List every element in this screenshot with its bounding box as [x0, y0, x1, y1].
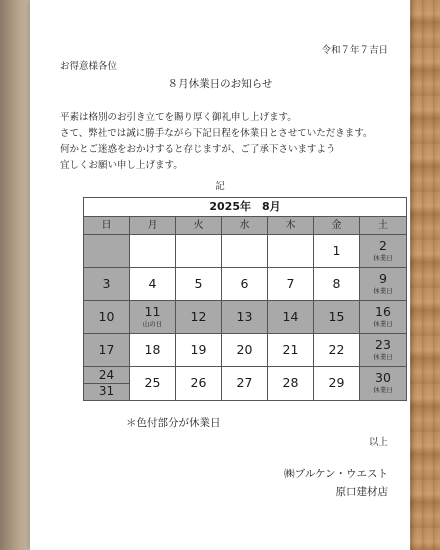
day-number: 27 [236, 375, 253, 390]
weekday-header: 土 [360, 217, 406, 235]
calendar-day-holiday [314, 301, 360, 334]
calendar-day-holiday [130, 301, 176, 334]
day-number [84, 235, 129, 243]
calendar-month-label: 2025年 8月 [84, 198, 406, 217]
calendar-day [268, 235, 314, 268]
calendar-day-holiday [222, 301, 268, 334]
day-number: 8 [332, 276, 341, 291]
day-number: 14 [282, 309, 299, 324]
day-number: 15 [328, 309, 345, 324]
calendar-grid [84, 217, 406, 400]
day-number: 9 [379, 271, 387, 286]
calendar-day [222, 334, 268, 367]
calendar-day [176, 235, 222, 268]
day-note: 山の日 [142, 320, 163, 328]
calendar-day-holiday [360, 268, 406, 301]
day-number: 1 [332, 243, 341, 258]
day-number [222, 235, 267, 243]
calendar-day-holiday [360, 301, 406, 334]
day-number: 26 [190, 375, 207, 390]
calendar-day [268, 334, 314, 367]
branch-name: 原口建材店 [335, 486, 388, 498]
calendar-day-holiday [360, 367, 406, 400]
company-name: ㈱ブルケン・ウエスト [284, 468, 388, 480]
calendar-day [176, 367, 222, 400]
calendar-day [268, 268, 314, 301]
day-number: 23 [375, 337, 391, 352]
calendar-day [314, 367, 360, 400]
day-number: 20 [236, 342, 253, 357]
day-number: 29 [328, 375, 345, 390]
day-number: 21 [282, 342, 299, 357]
calendar-day [314, 235, 360, 268]
day-number: 24 [84, 367, 129, 384]
day-note: 休業日 [373, 287, 393, 295]
body-line: 平素は格別のお引き立てを賜り厚く御礼申し上げます。 [60, 112, 297, 123]
calendar-day [130, 235, 176, 268]
calendar-day [222, 235, 268, 268]
calendar-day [314, 268, 360, 301]
weekday-header: 金 [314, 217, 360, 235]
calendar-day-holiday [84, 301, 130, 334]
day-number: 18 [144, 342, 161, 357]
day-number [268, 235, 313, 243]
day-number: 11 [144, 304, 161, 319]
day-number: 22 [328, 342, 345, 357]
calendar-day [222, 268, 268, 301]
day-number: 19 [190, 342, 207, 357]
notice-title: ８月休業日のお知らせ [167, 78, 273, 90]
day-number: 3 [102, 276, 111, 291]
weekday-header: 水 [222, 217, 268, 235]
weekday-header: 月 [130, 217, 176, 235]
day-number: 4 [148, 276, 157, 291]
day-note: 休業日 [373, 386, 393, 394]
day-number: 13 [236, 309, 253, 324]
day-number: 28 [282, 375, 299, 390]
body-line: 何かとご迷惑をおかけすると存じますが、ご了承下さいますよう [60, 144, 336, 155]
calendar-day [314, 334, 360, 367]
weekday-header: 火 [176, 217, 222, 235]
body-line: さて、弊社では誠に勝手ながら下記日程を休業日とさせていただきます。 [60, 128, 373, 139]
calendar-day [130, 367, 176, 400]
body-line: 宜しくお願い申し上げます。 [60, 160, 183, 171]
calendar-day-holiday [268, 301, 314, 334]
addressee: お得意様各位 [60, 61, 118, 72]
notice-date: 令和７年７吉日 [321, 45, 388, 56]
calendar-day-holiday [360, 334, 406, 367]
calendar-day [268, 367, 314, 400]
calendar-day-holiday [84, 367, 130, 400]
calendar-day [176, 268, 222, 301]
closing-mark: 以上 [368, 437, 388, 448]
day-note: 休業日 [373, 254, 393, 262]
weekday-header: 日 [84, 217, 130, 235]
calendar-day [222, 367, 268, 400]
day-number: 5 [194, 276, 203, 291]
day-note: 休業日 [373, 320, 393, 328]
notice-paper [30, 0, 410, 550]
day-note: 休業日 [373, 353, 393, 361]
day-number: 6 [240, 276, 249, 291]
day-number: 7 [286, 276, 295, 291]
calendar-day-holiday [84, 334, 130, 367]
calendar-day [176, 334, 222, 367]
calendar-day-holiday [84, 268, 130, 301]
calendar-day [130, 268, 176, 301]
weekday-header: 木 [268, 217, 314, 235]
holiday-legend-note: ＊色付部分が休業日 [126, 417, 221, 429]
day-number: 10 [98, 309, 115, 324]
calendar-day-holiday [84, 235, 130, 268]
holiday-calendar [83, 197, 407, 401]
calendar-day-holiday [176, 301, 222, 334]
day-number: 25 [144, 375, 161, 390]
day-number: 2 [379, 238, 387, 253]
calendar-day-holiday [360, 235, 406, 268]
day-number: 16 [375, 304, 391, 319]
notice-body [60, 110, 373, 174]
day-number: 31 [98, 384, 115, 398]
day-number: 12 [190, 309, 207, 324]
day-number: 17 [98, 342, 115, 357]
day-number [130, 235, 175, 243]
day-number [176, 235, 221, 243]
calendar-day [130, 334, 176, 367]
ki-marker: 記 [215, 181, 225, 192]
day-number: 30 [375, 370, 391, 385]
